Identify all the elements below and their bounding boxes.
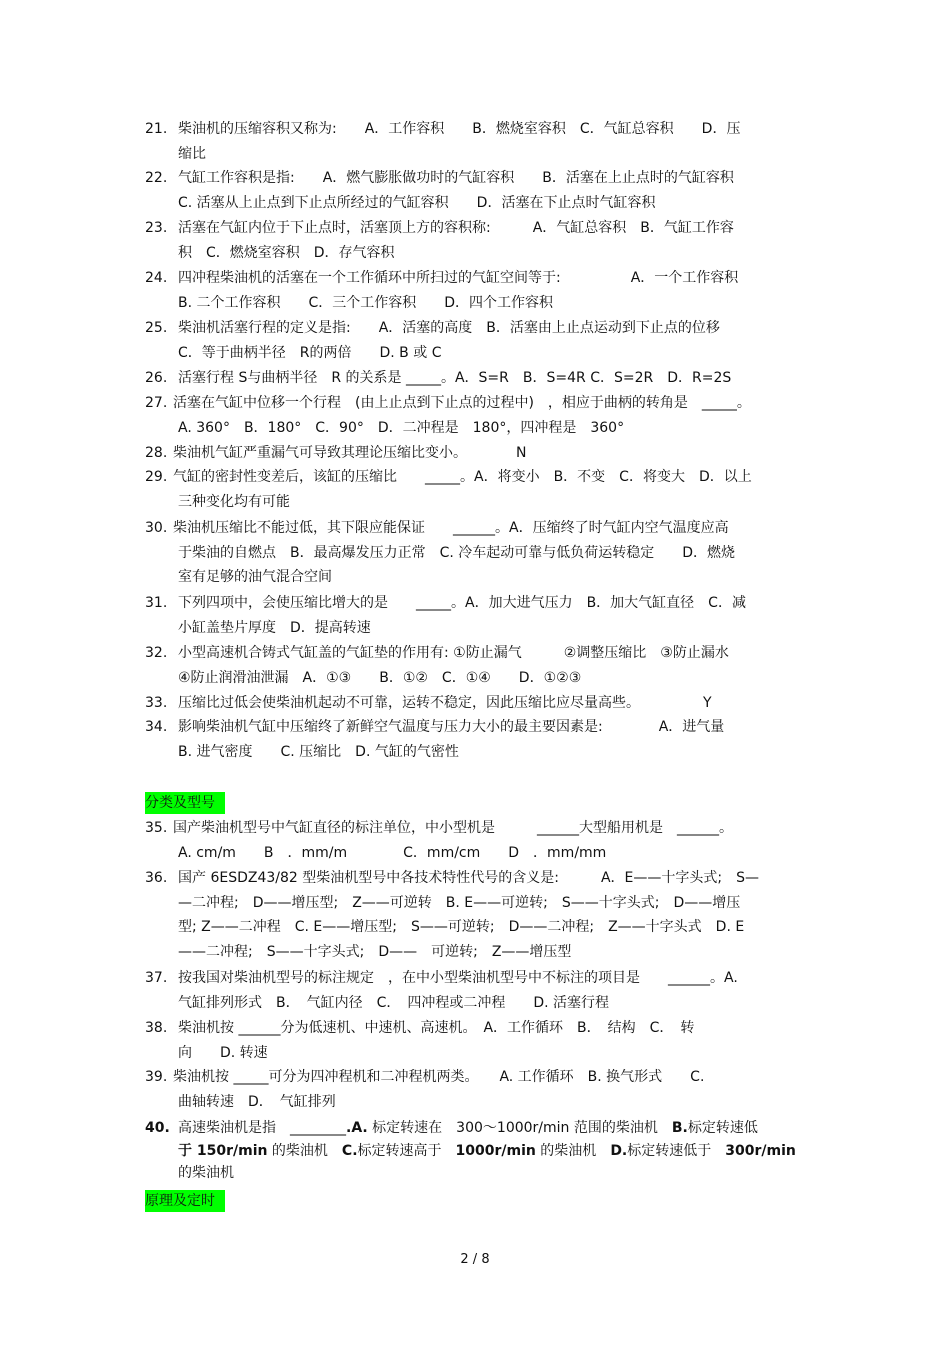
- question-23: [145, 216, 810, 265]
- question-33: [145, 691, 810, 716]
- question-text: 影响柴油机气缸中压缩终了新鲜空气温度与压力大小的最主要因素是: A．进气量: [178, 719, 725, 735]
- question-number: 23.: [145, 220, 168, 236]
- question-text-cont: 三种变化均有可能: [178, 493, 290, 510]
- question-number: 24.: [145, 270, 168, 286]
- question-number: 40.: [145, 1120, 170, 1136]
- question-text: 国产柴油机型号中气缸直径的标注单位，中小型机是 ______大型船用机是 ______。: [173, 820, 733, 836]
- option-a-label: .A.: [346, 1120, 368, 1136]
- question-number: 28.: [145, 445, 168, 461]
- question-30: [145, 516, 810, 590]
- question-text-cont: B. 进气密度 C. 压缩比 D. 气缸的气密性: [178, 743, 459, 760]
- question-21: [145, 117, 810, 166]
- question-28: [145, 441, 810, 466]
- question-text: 高速柴油机是指 ________: [178, 1120, 346, 1136]
- question-26: [145, 366, 810, 391]
- option-b-text: 标定转速低: [687, 1120, 758, 1136]
- question-text: 气缸工作容积是指: A．燃气膨胀做功时的气缸容积 B．活塞在上止点时的气缸容积: [178, 170, 734, 186]
- question-number: 36.: [145, 870, 168, 886]
- question-number: 26.: [145, 370, 168, 386]
- question-text-cont: 型; Z——二冲程 C. E——增压型; S——可逆转; D——二冲程; Z——十字头式 D. E: [178, 919, 745, 935]
- question-text: 按我国对柴油机型号的标注规定 ，在中小型柴油机型号中不标注的项目是 ______。A.: [178, 970, 738, 986]
- question-text: 小型高速机合铸式气缸盖的气缸垫的作用有: ①防止漏气 ②调整压缩比 ③防止漏水: [178, 645, 729, 661]
- question-text: 活塞在气缸中位移一个行程 (由上止点到下止点的过程中) ，相应于曲柄的转角是 _____。: [173, 395, 751, 411]
- question-number: 31.: [145, 595, 168, 611]
- question-text-cont: C. 活塞从上止点到下止点所经过的气缸容积 D．活塞在下止点时气缸容积: [178, 194, 656, 211]
- option-a-text: 标定转速在 300～1000r/min 范围的柴油机: [367, 1120, 672, 1136]
- question-38: [145, 1016, 810, 1065]
- question-37: [145, 966, 810, 1015]
- question-number: 35.: [145, 820, 168, 836]
- question-number: 34.: [145, 719, 168, 735]
- question-number: 21.: [145, 121, 168, 137]
- question-29: [145, 465, 810, 514]
- question-text: 柴油机气缸严重漏气可导致其理论压缩比变小。 N: [173, 445, 527, 461]
- question-number: 38.: [145, 1020, 168, 1036]
- question-text-cont: 小缸盖垫片厚度 D．提高转速: [178, 619, 371, 636]
- question-number: 39.: [145, 1069, 168, 1085]
- question-text-cont: 向 D. 转速: [178, 1044, 268, 1061]
- option-c-label: C.: [341, 1142, 358, 1159]
- question-text-cont: 缩比: [178, 145, 206, 162]
- section-heading-classification: 分类及型号: [145, 792, 225, 814]
- question-text-cont: B. 二个工作容积 C．三个工作容积 D．四个工作容积: [178, 294, 554, 311]
- question-text: 活塞行程 S与曲柄半径 R 的关系是 _____。A．S=R B．S=4R C．S=2R D．R=2S: [178, 370, 732, 386]
- question-24: [145, 266, 810, 315]
- section-heading-principle: 原理及定时: [145, 1190, 225, 1212]
- question-text-cont: 气缸排列形式 B． 气缸内径 C． 四冲程或二冲程 D. 活塞行程: [178, 994, 610, 1011]
- option-c-text: 标定转速高于: [357, 1142, 456, 1159]
- question-text: 柴油机按 ______分为低速机、中速机、高速机。 A．工作循环 B． 结构 C． 转: [178, 1020, 695, 1036]
- question-text-cont: 室有足够的油气混合空间: [178, 569, 332, 585]
- option-c-text-end: 的柴油机: [535, 1142, 611, 1159]
- question-text-cont: 的柴油机: [178, 1165, 234, 1181]
- question-number: 25.: [145, 320, 168, 336]
- question-text: 柴油机按 _____可分为四冲程机和二冲程机两类。 A. 工作循环 B. 换气形式 C.: [173, 1069, 705, 1085]
- option-b-label: B.: [671, 1120, 688, 1136]
- question-25: [145, 316, 810, 365]
- question-text-cont: A. 360° B．180° C．90° D．二冲程是 180°，四冲程是 360°: [178, 419, 625, 436]
- question-number: 27.: [145, 395, 168, 411]
- question-text: 柴油机压缩比不能过低，其下限应能保证 ______。A．压缩终了时气缸内空气温度应高: [173, 520, 729, 536]
- question-text: 气缸的密封性变差后，该缸的压缩比 _____。A．将变小 B．不变 C．将变大 D．以上: [173, 469, 752, 485]
- question-text: 活塞在气缸内位于下止点时，活塞顶上方的容积称: A．气缸总容积 B．气缸工作容: [178, 220, 734, 236]
- option-d-value: 300r/min: [725, 1142, 796, 1159]
- question-36: [145, 866, 810, 964]
- question-text-cont: ④防止润滑油泄漏 A．①③ B．①② C．①④ D．①②③: [178, 669, 582, 686]
- question-number: 22.: [145, 170, 168, 186]
- option-d-label: D.: [610, 1142, 628, 1159]
- page-number: 2 / 8: [460, 1252, 490, 1267]
- question-number: 30.: [145, 520, 168, 536]
- question-text: 四冲程柴油机的活塞在一个工作循环中所扫过的气缸空间等于: A．一个工作容积: [178, 270, 739, 286]
- question-27: [145, 391, 810, 440]
- question-text: 国产 6ESDZ43/82 型柴油机型号中各技术特性代号的含义是: A．E——十字头式; S—: [178, 870, 759, 886]
- question-text-cont: A. cm/m B ．mm/m C．mm/cm D ．mm/mm: [178, 844, 607, 861]
- question-number: 32.: [145, 645, 168, 661]
- question-31: [145, 591, 810, 640]
- question-35: [145, 816, 810, 865]
- question-text: 下列四项中，会使压缩比增大的是 _____。A．加大进气压力 B．加大气缸直径 C．减: [178, 595, 746, 611]
- question-40: [145, 1117, 810, 1185]
- option-c-value: 1000r/min: [455, 1142, 536, 1159]
- question-32: [145, 641, 810, 690]
- question-text-cont: C．等于曲柄半径 R的两倍 D. B 或 C: [178, 344, 442, 361]
- question-number: 37.: [145, 970, 168, 986]
- question-text: 柴油机的压缩容积又称为: A．工作容积 B．燃烧室容积 C．气缸总容积 D．压: [178, 121, 741, 137]
- question-text-cont: 曲轴转速 D． 气缸排列: [178, 1093, 336, 1110]
- question-39: [145, 1065, 810, 1114]
- question-text-cont: —二冲程; D——增压型; Z——可逆转 B. E——可逆转; S——十字头式; D——增压: [178, 894, 741, 911]
- question-number: 33.: [145, 695, 168, 711]
- question-text-cont: ——二冲程; S——十字头式; D—— 可逆转; Z——增压型: [178, 943, 572, 960]
- option-d-text: 标定转速低于: [627, 1142, 726, 1159]
- option-b-text-end: 的柴油机: [267, 1142, 342, 1159]
- question-22: [145, 166, 810, 215]
- question-text-cont: 积 C．燃烧室容积 D．存气容积: [178, 244, 395, 261]
- question-34: [145, 715, 810, 764]
- question-text-cont: [145, 1140, 810, 1163]
- question-text: 柴油机活塞行程的定义是指: A．活塞的高度 B．活塞由上止点运动到下止点的位移: [178, 320, 720, 336]
- question-text: 压缩比过低会使柴油机起动不可靠，运转不稳定，因此压缩比应尽量高些。 Y: [178, 695, 712, 711]
- option-b-value: 于 150r/min: [178, 1142, 268, 1159]
- question-text-cont: 于柴油的自燃点 B．最高爆发压力正常 C. 冷车起动可靠与低负荷运转稳定 D．燃烧: [178, 544, 736, 561]
- question-number: 29.: [145, 469, 168, 485]
